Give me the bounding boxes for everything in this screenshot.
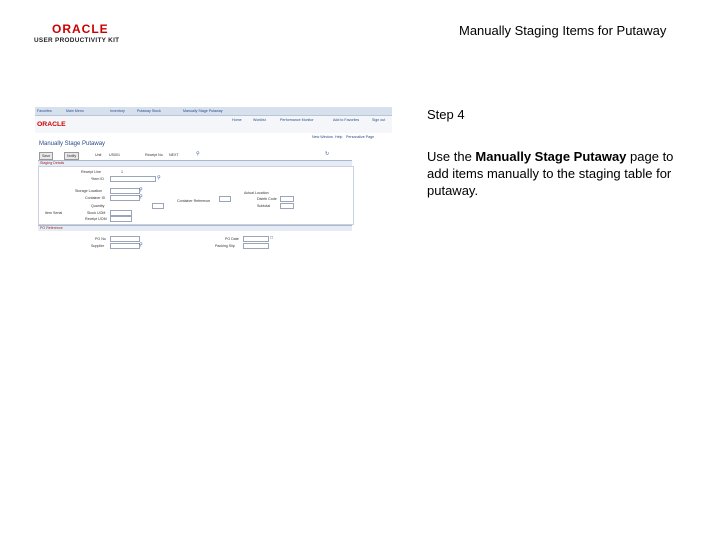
link-home[interactable]: Home <box>232 118 242 122</box>
container-reference-field[interactable] <box>219 196 231 202</box>
nav-favorites[interactable]: Favorites <box>37 109 52 113</box>
save-button[interactable]: Save <box>39 152 53 160</box>
calendar-icon[interactable]: □ <box>270 235 274 241</box>
staging-details-title: Staging Details <box>40 161 65 165</box>
logo-kit-text: USER PRODUCTIVITY KIT <box>34 37 120 44</box>
link-performance-monitor[interactable]: Performance Monitor <box>280 118 314 122</box>
slide-title: Manually Staging Items for Putaway <box>459 23 667 38</box>
item-serial-label: Item Serial <box>45 211 63 215</box>
step-label: Step 4 <box>427 107 465 122</box>
link-help[interactable]: Help <box>335 135 343 139</box>
link-worklist[interactable]: Worklist <box>253 118 266 122</box>
po-date-label: PO Date <box>225 237 239 241</box>
supplier-label: Supplier <box>91 244 105 248</box>
link-new-window[interactable]: New Window <box>312 135 333 139</box>
item-id-field[interactable] <box>110 176 156 182</box>
page-title: Manually Stage Putaway <box>39 141 106 147</box>
po-reference-header <box>38 225 352 231</box>
unit-label: Unit <box>95 153 102 157</box>
search-icon[interactable]: ⚲ <box>196 151 200 157</box>
subtotal-label: Subtotal <box>257 204 271 208</box>
desc-page-name: Manually Stage Putaway <box>475 149 627 164</box>
subtotal-field[interactable] <box>280 203 294 209</box>
container-lookup-icon[interactable]: ⚲ <box>139 194 143 200</box>
quantity-field[interactable] <box>152 203 164 209</box>
container-id-label: Container ID <box>85 196 106 200</box>
receipt-uom-label: Receipt UOM <box>85 217 107 221</box>
distrib-code-label: Distrib Code <box>257 197 277 201</box>
po-no-field[interactable] <box>110 236 140 242</box>
unit-value: US001 <box>109 153 120 157</box>
po-reference-title: PO Reference <box>40 226 63 230</box>
notify-button[interactable]: Notify <box>64 152 79 160</box>
refresh-icon[interactable]: ↻ <box>325 151 330 157</box>
storage-lookup-icon[interactable]: ⚲ <box>139 187 143 193</box>
brand-bar <box>35 116 392 133</box>
po-date-field[interactable] <box>243 236 269 242</box>
nav-inventory[interactable]: Inventory <box>110 109 125 113</box>
receipt-line-value: 1 <box>121 170 123 174</box>
link-personalize-page[interactable]: Personalize Page <box>346 135 375 139</box>
container-id-field[interactable] <box>110 195 140 201</box>
po-no-label: PO No <box>95 237 106 241</box>
receipt-no-label: Receipt No <box>145 153 163 157</box>
link-sign-out[interactable]: Sign out <box>372 118 386 122</box>
quantity-label: Quantity <box>91 204 105 208</box>
actual-location-label: Actual Location <box>244 191 269 195</box>
storage-location-label: Storage Location <box>75 189 103 193</box>
desc-before: Use the <box>427 149 476 164</box>
supplier-lookup-icon[interactable]: ⚲ <box>139 242 143 248</box>
packing-slip-field[interactable] <box>243 243 269 249</box>
link-add-to-favorites[interactable]: Add to Favorites <box>333 118 360 122</box>
supplier-field[interactable] <box>110 243 140 249</box>
desc-after: page to add items manually to the staging table for putaway. <box>427 149 674 198</box>
distrib-code-field[interactable] <box>280 196 294 202</box>
embedded-screenshot <box>35 107 392 255</box>
menu-bar <box>35 107 392 116</box>
item-id-lookup-icon[interactable]: ⚲ <box>157 175 161 181</box>
nav-main-menu[interactable]: Main Menu <box>66 109 84 113</box>
logo-oracle-text: ORACLE <box>52 22 109 36</box>
step-description <box>427 148 697 199</box>
nav-putaway-stock[interactable]: Putaway Stock <box>137 109 161 113</box>
storage-location-field[interactable] <box>110 188 140 194</box>
container-reference-label: Container Reference <box>177 199 211 203</box>
receipt-no-value: NEXT <box>169 153 179 157</box>
nav-manually-stage-putaway[interactable]: Manually Stage Putaway <box>183 109 223 113</box>
oracle-upk-logo <box>34 22 134 50</box>
mini-oracle-logo: ORACLE <box>37 121 66 128</box>
item-id-label: *Item ID <box>91 177 104 181</box>
stock-uom-label: Stock UOM <box>87 211 106 215</box>
packing-slip-label: Packing Slip <box>215 244 235 248</box>
receipt-uom-field[interactable] <box>110 216 132 222</box>
receipt-line-label: Receipt Line <box>81 170 101 174</box>
